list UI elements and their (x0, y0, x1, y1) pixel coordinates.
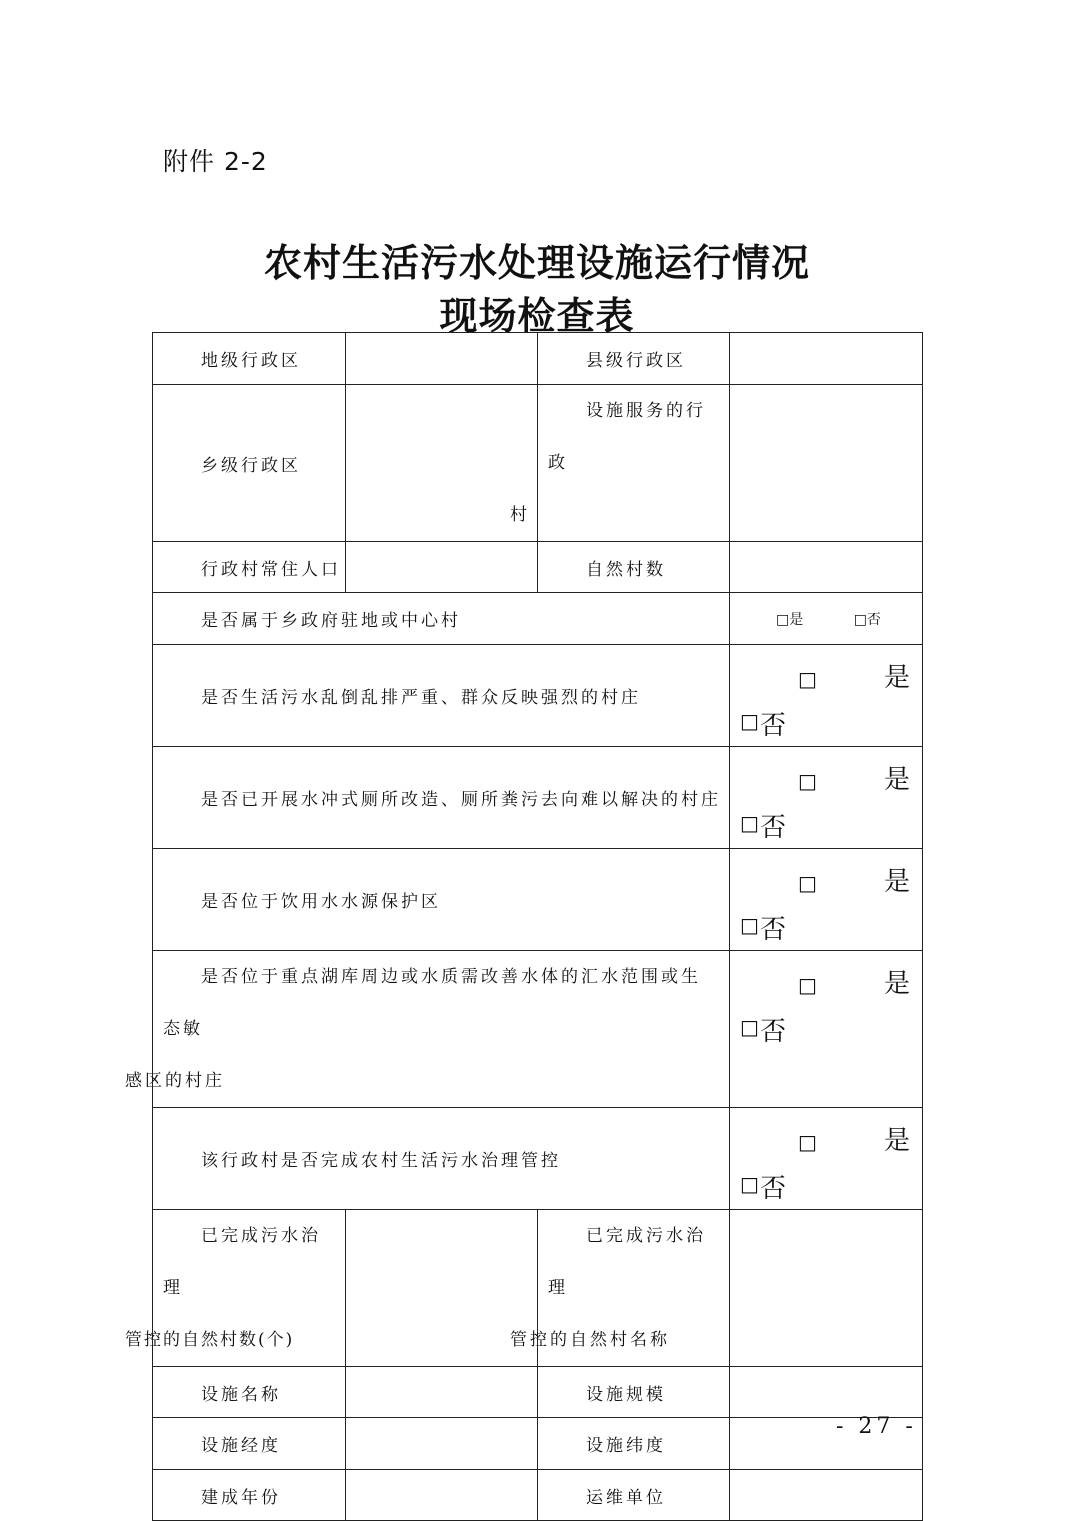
form-title-line1: 农村生活污水处理设施运行情况 (263, 240, 810, 285)
label-served-village-line1: 设施服务的行政 (548, 401, 706, 473)
label-yes: 是 (883, 1126, 910, 1156)
label-no: 否 (760, 1017, 787, 1047)
label-population: 行政村常住人口 (153, 542, 346, 593)
label-q-governance: 该行政村是否完成农村生活污水治理管控 (153, 1108, 730, 1210)
label-completed-names-line2: 管控的自然村名称 (510, 1330, 670, 1350)
table-row (153, 1470, 923, 1521)
label-prefecture: 地级行政区 (153, 333, 346, 385)
table-row (153, 849, 923, 951)
form-title-line2: 现场检查表 (439, 293, 635, 338)
input-natural-village-count[interactable] (730, 542, 923, 593)
table-row (153, 1418, 923, 1470)
checkbox-icon: □ (853, 611, 867, 628)
label-no: 否 (760, 915, 787, 945)
label-facility-name: 设施名称 (153, 1367, 346, 1418)
label-facility-scale: 设施规模 (538, 1367, 730, 1418)
input-served-village[interactable] (730, 385, 923, 542)
label-yes: 是 (883, 663, 910, 693)
checkbox-no[interactable]: □ (740, 709, 759, 733)
table-row (153, 333, 923, 385)
label-served-village-line2: 村 (510, 505, 530, 525)
label-township: 乡级行政区 (153, 385, 346, 542)
label-completed-names-line1: 已完成污水治理 (548, 1226, 706, 1298)
table-row (153, 951, 923, 1108)
input-om-unit[interactable] (730, 1470, 923, 1521)
label-q-township-seat: 是否属于乡政府驻地或中心村 (153, 593, 730, 645)
label-completed-names (510, 1210, 730, 1367)
label-q-lake-line1: 是否位于重点湖库周边或水质需改善水体的汇水范围或生态敏 (163, 967, 701, 1039)
input-facility-longitude[interactable] (346, 1418, 538, 1470)
label-natural-village-count: 自然村数 (538, 542, 730, 593)
label-q-toilet: 是否已开展水冲式厕所改造、厕所粪污去向难以解决的村庄 (153, 747, 730, 849)
label-q-lake-line2: 感区的村庄 (125, 1071, 225, 1091)
checkbox-yes[interactable]: □ (798, 871, 817, 895)
label-q-lake (125, 951, 730, 1108)
checkbox-no[interactable]: □ (740, 1172, 759, 1196)
input-township[interactable] (346, 385, 538, 542)
label-q-pollution: 是否生活污水乱倒乱排严重、群众反映强烈的村庄 (153, 645, 730, 747)
label-yes: 是 (883, 969, 910, 999)
label-facility-latitude: 设施纬度 (538, 1418, 730, 1470)
choice-water-source (730, 849, 923, 951)
input-population[interactable] (346, 542, 538, 593)
input-prefecture[interactable] (346, 333, 538, 385)
label-completed-count (125, 1210, 346, 1367)
label-no: 否 (760, 1174, 787, 1204)
table-row (153, 747, 923, 849)
choice-toilet (730, 747, 923, 849)
label-county: 县级行政区 (538, 333, 730, 385)
label-yes: 是 (883, 765, 910, 795)
checkbox-no[interactable]: □ (740, 1015, 759, 1039)
input-completed-names[interactable] (730, 1210, 923, 1367)
checkbox-yes[interactable]: □是 (776, 611, 804, 628)
table-row (153, 385, 923, 542)
checkbox-no[interactable]: □否 (853, 611, 881, 628)
label-completed-count-line2: 管控的自然村数(个) (125, 1330, 295, 1350)
label-build-year: 建成年份 (153, 1470, 346, 1521)
label-no: 否 (760, 711, 787, 741)
input-county[interactable] (730, 333, 923, 385)
label-q-water-source: 是否位于饮用水水源保护区 (153, 849, 730, 951)
choice-lake (730, 951, 923, 1108)
checkbox-yes[interactable]: □ (798, 769, 817, 793)
choice-governance (730, 1108, 923, 1210)
checkbox-yes[interactable]: □ (798, 667, 817, 691)
label-served-village (510, 385, 730, 542)
checkbox-no[interactable]: □ (740, 811, 759, 835)
input-build-year[interactable] (346, 1470, 538, 1521)
input-facility-name[interactable] (346, 1367, 538, 1418)
checkbox-icon: □ (776, 611, 790, 628)
table-row (153, 542, 923, 593)
table-row (153, 1108, 923, 1210)
input-facility-scale[interactable] (730, 1367, 923, 1418)
checkbox-no[interactable]: □ (740, 913, 759, 937)
label-facility-longitude: 设施经度 (153, 1418, 346, 1470)
checkbox-yes[interactable]: □ (798, 973, 817, 997)
page-number: - 27 - (836, 1414, 917, 1439)
table-row (153, 645, 923, 747)
choice-township-seat (730, 593, 923, 645)
attachment-label: 附件 2-2 (163, 147, 268, 176)
input-completed-count[interactable] (346, 1210, 538, 1367)
table-row (153, 1367, 923, 1418)
label-completed-count-line1: 已完成污水治理 (163, 1226, 321, 1298)
choice-pollution (730, 645, 923, 747)
label-om-unit: 运维单位 (538, 1470, 730, 1521)
table-row (153, 593, 923, 645)
table-row (153, 1210, 923, 1367)
checkbox-yes[interactable]: □ (798, 1130, 817, 1154)
inspection-table (125, 332, 923, 1521)
label-no: 否 (760, 813, 787, 843)
label-yes: 是 (883, 867, 910, 897)
